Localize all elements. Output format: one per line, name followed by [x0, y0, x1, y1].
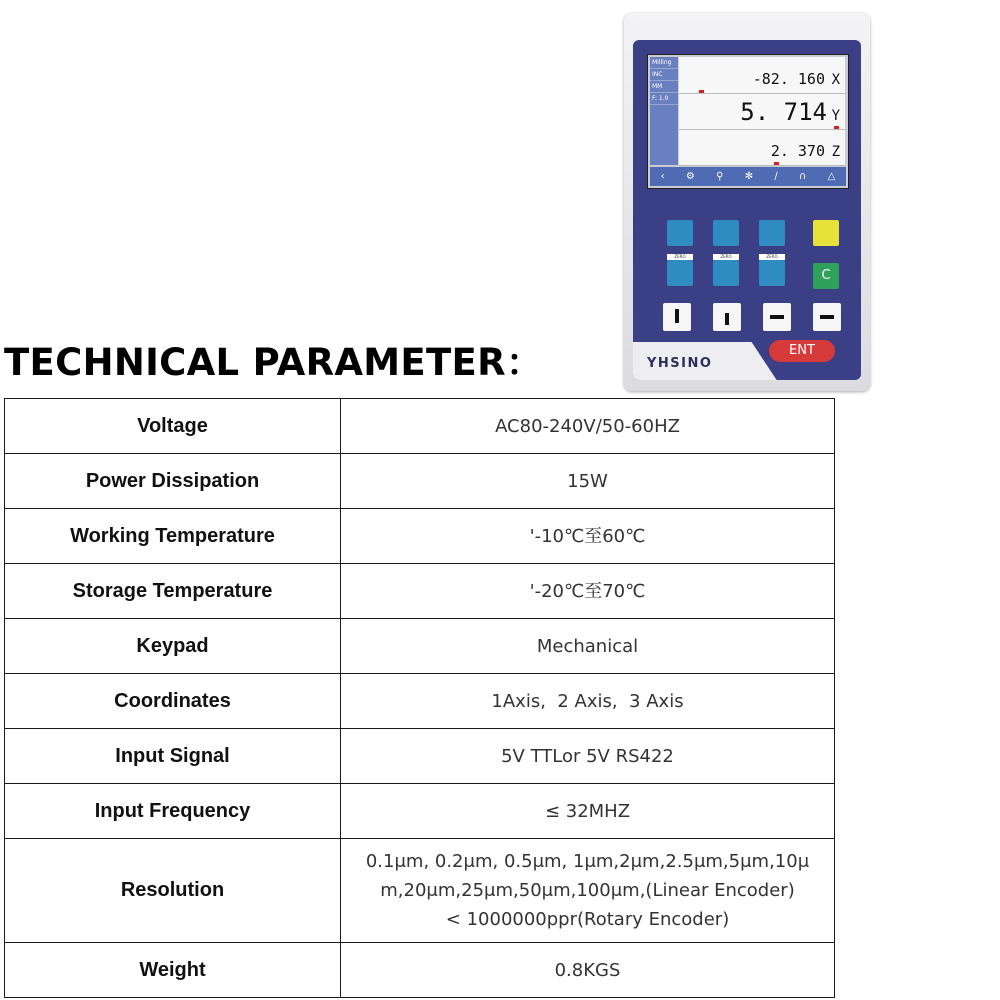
horizontal-bar-icon	[820, 315, 834, 319]
table-row	[5, 564, 835, 619]
screen-tag: F: 1.0	[650, 93, 678, 105]
param-value	[341, 784, 835, 839]
table-row	[5, 619, 835, 674]
param-name: Weight	[5, 943, 341, 998]
arrow-left-icon: ‹	[660, 171, 665, 182]
device-face	[633, 40, 861, 380]
zoom-icon: ⚲	[716, 171, 724, 182]
param-value	[341, 839, 835, 943]
screen-readout	[679, 57, 845, 165]
x-axis-row	[679, 57, 845, 94]
value-line: '-10℃至60℃	[529, 525, 646, 547]
function-key	[813, 303, 841, 331]
z-axis-label: Z	[831, 144, 840, 160]
param-value	[341, 619, 835, 674]
param-value	[341, 454, 835, 509]
table-row	[5, 943, 835, 998]
arc-icon: ∩	[799, 171, 807, 182]
param-name: Keypad	[5, 619, 341, 674]
value-line: m,20μm,25μm,50μm,100μm,(Linear Encoder)	[380, 880, 795, 901]
param-value	[341, 674, 835, 729]
line-icon: ∕	[774, 171, 778, 182]
x-axis-label: X	[831, 72, 840, 88]
yellow-key	[813, 220, 839, 246]
axis-key-x	[667, 220, 693, 246]
zero-key-y	[713, 260, 739, 286]
z-axis-marker	[774, 162, 779, 165]
triangle-icon: △	[827, 171, 836, 182]
table-row	[5, 454, 835, 509]
ent-key: ENT	[769, 340, 835, 362]
value-line: 5V TTLor 5V RS422	[501, 745, 674, 767]
function-key	[763, 303, 791, 331]
brand-logo: YHSINO	[647, 356, 713, 371]
z-axis-row	[679, 129, 845, 166]
param-name: Working Temperature	[5, 509, 341, 564]
function-key	[713, 303, 741, 331]
value-line: AC80-240V/50-60HZ	[495, 415, 680, 437]
value-line: < 1000000ppr(Rotary Encoder)	[445, 909, 730, 930]
param-name: Coordinates	[5, 674, 341, 729]
function-key	[663, 303, 691, 331]
screen-tag: Milling	[650, 57, 678, 69]
value-line: 0.8KGS	[554, 959, 621, 981]
table-row	[5, 509, 835, 564]
axis-key-y	[713, 220, 739, 246]
param-name: Input Frequency	[5, 784, 341, 839]
x-axis-value: -82. 160	[752, 70, 825, 88]
axis-key-z	[759, 220, 785, 246]
param-name: Storage Temperature	[5, 564, 341, 619]
param-value	[341, 509, 835, 564]
value-line: '-20℃至70℃	[529, 580, 646, 602]
y-axis-value: 5. 714	[740, 98, 827, 126]
y-axis-row	[679, 93, 845, 130]
product-image	[624, 13, 870, 391]
device-screen	[647, 54, 849, 189]
screen-toolbar	[650, 167, 846, 186]
zero-label: ZERO	[759, 254, 785, 260]
zero-label: ZERO	[667, 254, 693, 260]
param-value	[341, 729, 835, 784]
vertical-bar-icon	[725, 313, 729, 325]
param-value	[341, 943, 835, 998]
zero-label: ZERO	[713, 254, 739, 260]
screen-tag: MM	[650, 81, 678, 93]
value-line: Mechanical	[536, 635, 639, 657]
screen-side-panel	[650, 57, 678, 165]
param-name: Power Dissipation	[5, 454, 341, 509]
clear-key: C	[813, 263, 839, 289]
table-row	[5, 399, 835, 454]
value-line: 1Axis, 2 Axis, 3 Axis	[491, 690, 684, 712]
param-name: Voltage	[5, 399, 341, 454]
table-row	[5, 674, 835, 729]
zero-key-x	[667, 260, 693, 286]
table-row	[5, 839, 835, 943]
value-line: 15W	[567, 470, 608, 492]
spec-table	[4, 398, 835, 998]
param-name: Resolution	[5, 839, 341, 943]
value-line: ≤ 32MHZ	[544, 800, 631, 822]
param-value	[341, 564, 835, 619]
horizontal-bar-icon	[770, 315, 784, 319]
table-row	[5, 784, 835, 839]
param-value	[341, 399, 835, 454]
vertical-bar-icon	[675, 309, 679, 323]
y-axis-label: Y	[831, 108, 840, 124]
screen-tag: INC	[650, 69, 678, 81]
table-row	[5, 729, 835, 784]
z-axis-value: 2. 370	[770, 142, 825, 160]
settings-icon: ✻	[744, 171, 754, 182]
page-heading: TECHNICAL PARAMETER：	[4, 341, 544, 384]
zero-key-z	[759, 260, 785, 286]
value-line: 0.1μm, 0.2μm, 0.5μm, 1μm,2μm,2.5μm,5μm,10μ	[365, 851, 810, 872]
param-name: Input Signal	[5, 729, 341, 784]
gear-icon: ⚙	[685, 171, 695, 182]
